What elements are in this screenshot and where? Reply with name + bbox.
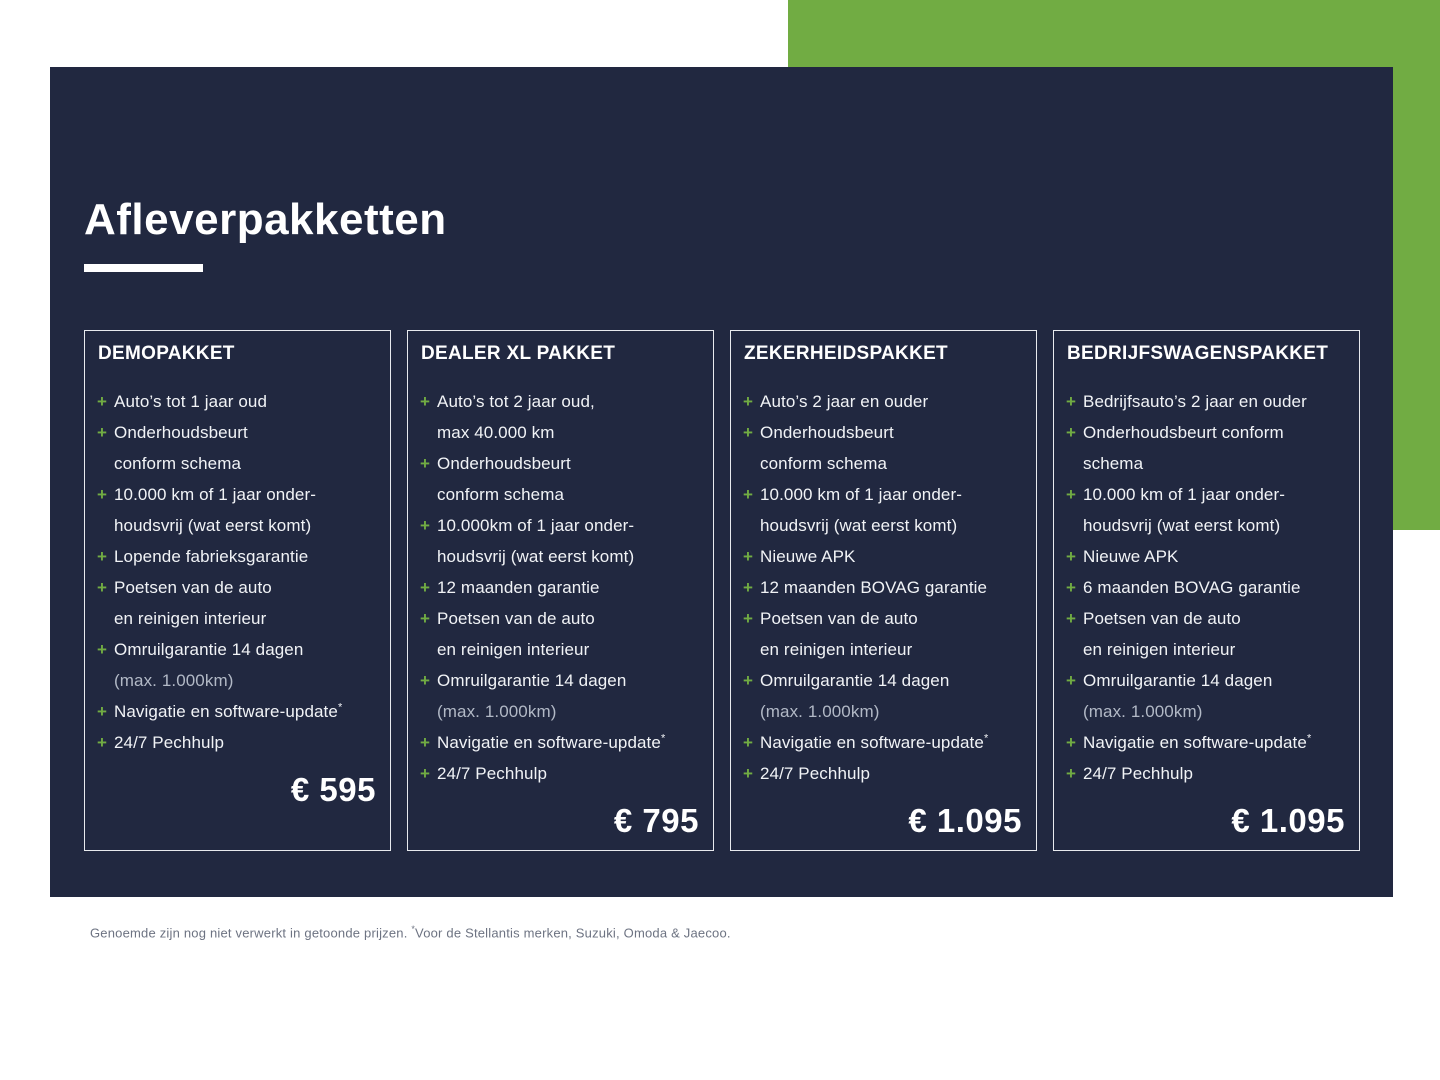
feature-item: [1067, 541, 1345, 572]
feature-item: [421, 758, 699, 789]
feature-item: [98, 479, 376, 541]
feature-text: schema: [1083, 454, 1144, 473]
feature-text: Omruilgarantie 14 dagen: [760, 671, 950, 690]
feature-text: Nieuwe APK: [760, 547, 856, 566]
feature-item: [421, 603, 699, 665]
feature-text: Onderhoudsbeurt: [437, 454, 571, 473]
feature-line: [1067, 417, 1345, 448]
plus-icon: +: [1066, 547, 1077, 566]
plus-icon: +: [420, 516, 431, 535]
feature-line: [98, 541, 376, 572]
feature-line: [1067, 386, 1345, 417]
feature-line: [744, 696, 1022, 727]
feature-text: 10.000 km of 1 jaar onder-: [114, 485, 316, 504]
feature-line: [421, 572, 699, 603]
feature-text: 12 maanden BOVAG garantie: [760, 578, 988, 597]
package-title: DEMOPAKKET: [98, 343, 235, 364]
feature-item: [744, 603, 1022, 665]
feature-item: [744, 758, 1022, 789]
plus-icon: +: [1066, 423, 1077, 442]
feature-text: Auto’s 2 jaar en ouder: [760, 392, 929, 411]
feature-text: Navigatie en software-update: [760, 733, 984, 752]
feature-line: [98, 603, 376, 634]
feature-line: [744, 665, 1022, 696]
feature-text: Onderhoudsbeurt: [114, 423, 248, 442]
package-card: [84, 330, 391, 851]
plus-icon: +: [97, 423, 108, 442]
package-price: € 595: [290, 771, 376, 808]
feature-line: [1067, 448, 1345, 479]
feature-line: [98, 696, 376, 727]
feature-line: [421, 448, 699, 479]
plus-icon: +: [97, 485, 108, 504]
plus-icon: +: [97, 702, 108, 721]
feature-list: [1067, 386, 1345, 789]
plus-icon: +: [1066, 764, 1077, 783]
feature-item: [1067, 386, 1345, 417]
feature-text: conform schema: [437, 485, 565, 504]
feature-text: en reinigen interieur: [1083, 640, 1236, 659]
feature-text: Poetsen van de auto: [1083, 609, 1241, 628]
feature-text: (max. 1.000km): [760, 702, 880, 721]
feature-line: [98, 665, 376, 696]
feature-item: [421, 386, 699, 448]
feature-text: (max. 1.000km): [437, 702, 557, 721]
feature-item: [744, 572, 1022, 603]
feature-text: Nieuwe APK: [1083, 547, 1179, 566]
feature-item: [421, 572, 699, 603]
feature-item: [98, 572, 376, 634]
feature-item: [98, 417, 376, 479]
feature-text: Onderhoudsbeurt conform: [1083, 423, 1284, 442]
asterisk-note: *: [337, 701, 343, 714]
feature-item: [421, 510, 699, 572]
feature-item: [98, 727, 376, 758]
plus-icon: +: [420, 671, 431, 690]
feature-line: [421, 696, 699, 727]
plus-icon: +: [1066, 578, 1077, 597]
asterisk-note: *: [1306, 732, 1312, 745]
feature-line: [421, 758, 699, 789]
feature-text: houdsvrij (wat eerst komt): [437, 547, 635, 566]
plus-icon: +: [420, 609, 431, 628]
feature-text: 24/7 Pechhulp: [1083, 764, 1193, 783]
package-card: [730, 330, 1037, 851]
packages-panel: [50, 67, 1393, 897]
feature-text: Onderhoudsbeurt: [760, 423, 894, 442]
feature-text: Omruilgarantie 14 dagen: [1083, 671, 1273, 690]
feature-line: [98, 386, 376, 417]
package-title: DEALER XL PAKKET: [421, 343, 616, 364]
feature-text: conform schema: [760, 454, 888, 473]
footnote-asterisk: *: [411, 924, 416, 934]
feature-text: max 40.000 km: [437, 423, 555, 442]
feature-item: [1067, 417, 1345, 479]
feature-line: [744, 541, 1022, 572]
feature-text: 10.000 km of 1 jaar onder-: [760, 485, 962, 504]
feature-line: [1067, 727, 1345, 758]
plus-icon: +: [1066, 733, 1077, 752]
feature-list: [744, 386, 1022, 789]
feature-line: [744, 510, 1022, 541]
feature-item: [744, 541, 1022, 572]
feature-line: [1067, 634, 1345, 665]
plus-icon: +: [420, 578, 431, 597]
feature-item: [421, 448, 699, 510]
feature-text: Auto’s tot 2 jaar oud,: [437, 392, 595, 411]
feature-line: [421, 510, 699, 541]
feature-line: [744, 603, 1022, 634]
feature-line: [98, 417, 376, 448]
plus-icon: +: [1066, 485, 1077, 504]
plus-icon: +: [743, 578, 754, 597]
package-title: BEDRIJFSWAGENSPAKKET: [1067, 343, 1329, 364]
feature-text: en reinigen interieur: [114, 609, 267, 628]
feature-line: [1067, 603, 1345, 634]
feature-item: [98, 541, 376, 572]
feature-line: [98, 727, 376, 758]
feature-text: 6 maanden BOVAG garantie: [1083, 578, 1301, 597]
feature-line: [1067, 758, 1345, 789]
feature-text: Lopende fabrieksgarantie: [114, 547, 309, 566]
feature-item: [1067, 758, 1345, 789]
footnote: [90, 924, 731, 940]
feature-item: [1067, 665, 1345, 727]
feature-line: [421, 665, 699, 696]
feature-item: [421, 665, 699, 727]
plus-icon: +: [743, 392, 754, 411]
feature-line: [744, 386, 1022, 417]
plus-icon: +: [1066, 671, 1077, 690]
footnote-text-after: Voor de Stellantis merken, Suzuki, Omoda & Jaecoo.: [415, 925, 731, 941]
plus-icon: +: [420, 392, 431, 411]
feature-text: Navigatie en software-update: [1083, 733, 1307, 752]
package-price: € 1.095: [1231, 802, 1345, 839]
feature-text: en reinigen interieur: [760, 640, 913, 659]
feature-item: [421, 727, 699, 758]
feature-line: [421, 634, 699, 665]
feature-text: Navigatie en software-update: [437, 733, 661, 752]
feature-item: [744, 386, 1022, 417]
plus-icon: +: [1066, 392, 1077, 411]
feature-line: [98, 479, 376, 510]
feature-text: en reinigen interieur: [437, 640, 590, 659]
plus-icon: +: [743, 485, 754, 504]
feature-line: [421, 417, 699, 448]
page-title: Afleverpakketten: [84, 195, 447, 245]
feature-item: [744, 727, 1022, 758]
feature-text: 12 maanden garantie: [437, 578, 600, 597]
feature-line: [744, 448, 1022, 479]
asterisk-note: *: [660, 732, 666, 745]
feature-text: Auto’s tot 1 jaar oud: [114, 392, 267, 411]
feature-text: 10.000km of 1 jaar onder-: [437, 516, 635, 535]
plus-icon: +: [1066, 609, 1077, 628]
feature-item: [1067, 572, 1345, 603]
feature-text: Omruilgarantie 14 dagen: [437, 671, 627, 690]
feature-line: [744, 417, 1022, 448]
plus-icon: +: [743, 423, 754, 442]
feature-line: [421, 479, 699, 510]
feature-list: [421, 386, 699, 789]
packages-row: [84, 330, 1360, 851]
feature-line: [1067, 572, 1345, 603]
plus-icon: +: [97, 733, 108, 752]
plus-icon: +: [743, 764, 754, 783]
feature-item: [98, 634, 376, 696]
feature-text: houdsvrij (wat eerst komt): [114, 516, 312, 535]
feature-text: Bedrijfsauto’s 2 jaar en ouder: [1083, 392, 1307, 411]
feature-text: Poetsen van de auto: [114, 578, 272, 597]
title-underline: [84, 264, 203, 272]
feature-text: 10.000 km of 1 jaar onder-: [1083, 485, 1285, 504]
plus-icon: +: [97, 547, 108, 566]
plus-icon: +: [97, 578, 108, 597]
feature-text: 24/7 Pechhulp: [114, 733, 224, 752]
feature-line: [98, 572, 376, 603]
feature-text: Navigatie en software-update: [114, 702, 338, 721]
asterisk-note: *: [983, 732, 989, 745]
plus-icon: +: [97, 640, 108, 659]
feature-line: [1067, 510, 1345, 541]
feature-item: [744, 665, 1022, 727]
feature-text: Poetsen van de auto: [437, 609, 595, 628]
feature-list: [98, 386, 376, 758]
feature-item: [98, 696, 376, 727]
plus-icon: +: [420, 764, 431, 783]
feature-line: [421, 727, 699, 758]
feature-item: [1067, 479, 1345, 541]
plus-icon: +: [97, 392, 108, 411]
plus-icon: +: [420, 454, 431, 473]
feature-line: [744, 634, 1022, 665]
package-card: [407, 330, 714, 851]
feature-item: [1067, 603, 1345, 665]
plus-icon: +: [743, 671, 754, 690]
plus-icon: +: [420, 733, 431, 752]
package-title: ZEKERHEIDSPAKKET: [744, 343, 948, 364]
feature-text: (max. 1.000km): [114, 671, 234, 690]
feature-line: [421, 603, 699, 634]
feature-item: [744, 479, 1022, 541]
feature-line: [421, 386, 699, 417]
package-price: € 1.095: [908, 802, 1022, 839]
feature-item: [744, 417, 1022, 479]
feature-line: [744, 479, 1022, 510]
feature-item: [1067, 727, 1345, 758]
package-price: € 795: [613, 802, 699, 839]
feature-text: conform schema: [114, 454, 242, 473]
plus-icon: +: [743, 609, 754, 628]
feature-line: [1067, 541, 1345, 572]
feature-text: houdsvrij (wat eerst komt): [1083, 516, 1281, 535]
feature-line: [1067, 479, 1345, 510]
feature-text: 24/7 Pechhulp: [760, 764, 870, 783]
feature-text: 24/7 Pechhulp: [437, 764, 547, 783]
feature-line: [98, 510, 376, 541]
feature-line: [744, 727, 1022, 758]
plus-icon: +: [743, 547, 754, 566]
feature-line: [1067, 665, 1345, 696]
feature-text: (max. 1.000km): [1083, 702, 1203, 721]
feature-line: [744, 758, 1022, 789]
feature-text: Poetsen van de auto: [760, 609, 918, 628]
plus-icon: +: [743, 733, 754, 752]
feature-line: [1067, 696, 1345, 727]
feature-item: [98, 386, 376, 417]
feature-text: houdsvrij (wat eerst komt): [760, 516, 958, 535]
feature-text: Omruilgarantie 14 dagen: [114, 640, 304, 659]
feature-line: [744, 572, 1022, 603]
package-card: [1053, 330, 1360, 851]
feature-line: [98, 634, 376, 665]
feature-line: [421, 541, 699, 572]
feature-line: [98, 448, 376, 479]
footnote-text-before: Genoemde zijn nog niet verwerkt in getoonde prijzen.: [90, 925, 412, 941]
